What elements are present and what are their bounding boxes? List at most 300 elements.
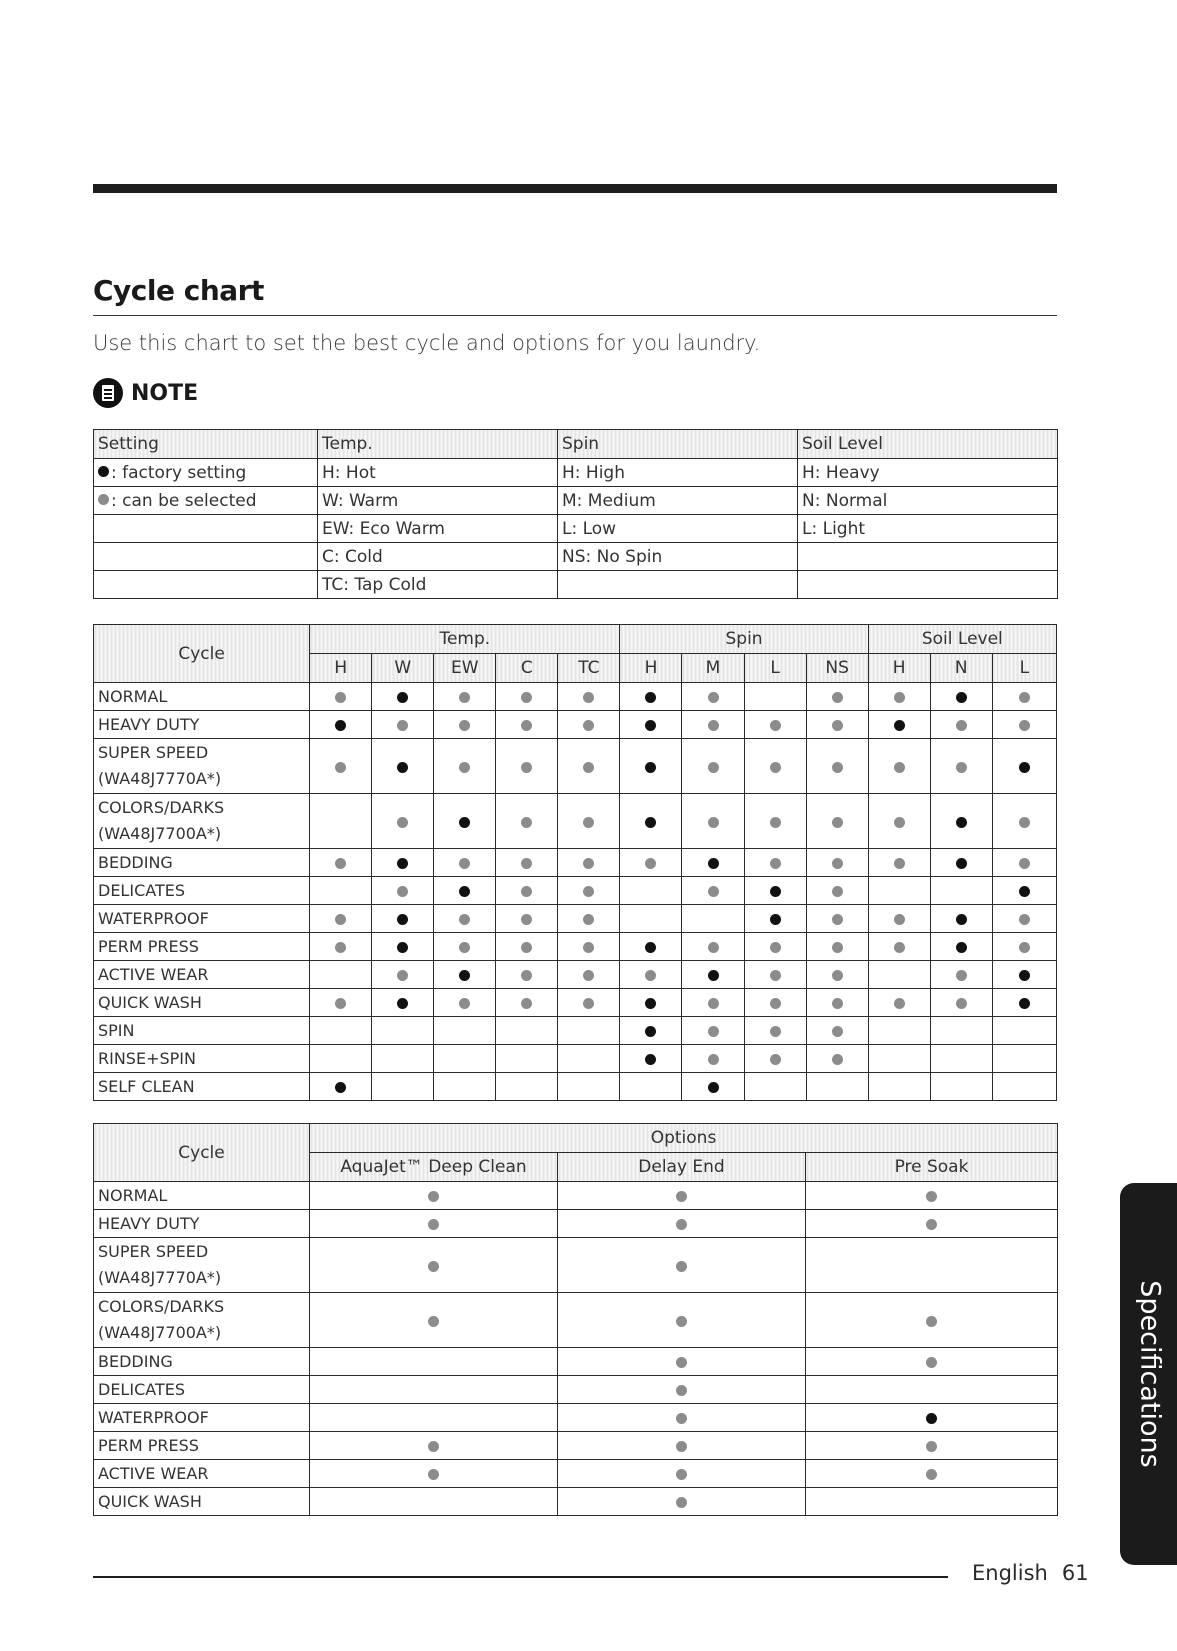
factory-setting-dot-icon — [397, 998, 408, 1009]
table-cell — [434, 933, 496, 961]
table-cell — [682, 961, 744, 989]
selectable-dot-icon — [676, 1261, 687, 1272]
table-cell — [806, 794, 868, 849]
factory-dot-icon — [98, 466, 109, 477]
selectable-dot-icon — [676, 1357, 687, 1368]
table-cell — [682, 794, 744, 849]
selectable-dot-icon — [428, 1261, 439, 1272]
table-cell — [620, 1073, 682, 1101]
cycle-sub-header: NS — [806, 654, 868, 683]
table-cell — [310, 711, 372, 739]
selectable-dot-icon — [676, 1441, 687, 1452]
table-cell — [992, 711, 1056, 739]
cycle-name — [94, 989, 310, 1017]
cycle-name — [94, 933, 310, 961]
selectable-dot-icon — [397, 970, 408, 981]
selectable-dot-icon — [894, 858, 905, 869]
table-cell — [806, 1460, 1058, 1488]
note-heading — [93, 378, 198, 408]
table-cell — [558, 933, 620, 961]
cycle-name — [94, 1460, 310, 1488]
factory-setting-dot-icon — [708, 1082, 719, 1093]
table-cell — [372, 794, 434, 849]
selectable-dot-icon — [832, 914, 843, 925]
table-cell — [434, 1017, 496, 1045]
cycle-column-header: Cycle — [94, 625, 310, 683]
cycle-name-line: (WA48J7770A*) — [98, 769, 222, 788]
table-cell — [806, 1210, 1058, 1238]
intro-text: Use this chart to set the best cycle and options for you laundry. — [93, 331, 761, 355]
soil-group-header: Soil Level — [868, 625, 1056, 654]
cycle-name — [94, 849, 310, 877]
selectable-dot-icon — [832, 886, 843, 897]
legend-temp-item: W: Warm — [318, 487, 558, 515]
selectable-dot-icon — [335, 942, 346, 953]
selectable-dot-icon — [521, 817, 532, 828]
table-cell — [558, 1293, 806, 1348]
legend-empty-cell — [94, 543, 318, 571]
table-cell — [868, 877, 930, 905]
table-cell — [434, 849, 496, 877]
options-group-header: Options — [310, 1124, 1058, 1153]
table-cell — [558, 1238, 806, 1293]
factory-setting-dot-icon — [770, 886, 781, 897]
cycle-name-line: ACTIVE WEAR — [98, 1463, 209, 1483]
factory-setting-dot-icon — [645, 942, 656, 953]
table-cell — [682, 1045, 744, 1073]
table-row — [94, 961, 1057, 989]
selectable-dot-icon — [894, 914, 905, 925]
table-cell — [620, 1045, 682, 1073]
selectable-dot-icon — [1019, 720, 1030, 731]
spin-group-header: Spin — [620, 625, 868, 654]
table-row — [94, 683, 1057, 711]
selectable-dot-icon — [926, 1191, 937, 1202]
table-cell — [620, 905, 682, 933]
cycle-name-line: WATERPROOF — [98, 1407, 209, 1427]
table-cell — [620, 849, 682, 877]
cycle-name — [94, 739, 310, 794]
factory-setting-dot-icon — [459, 886, 470, 897]
table-cell — [930, 989, 992, 1017]
selectable-dot-icon — [708, 1054, 719, 1065]
selectable-dot-icon — [1019, 817, 1030, 828]
table-cell — [558, 711, 620, 739]
table-cell — [744, 933, 806, 961]
table-cell — [310, 933, 372, 961]
table-cell — [372, 1045, 434, 1073]
table-cell — [930, 711, 992, 739]
table-cell — [930, 1045, 992, 1073]
cycle-name — [94, 1210, 310, 1238]
cycle-name — [94, 877, 310, 905]
legend-spin-item: NS: No Spin — [558, 543, 798, 571]
table-cell — [868, 933, 930, 961]
table-cell — [992, 961, 1056, 989]
table-cell — [310, 961, 372, 989]
table-cell — [744, 961, 806, 989]
table-cell — [372, 1017, 434, 1045]
cycle-name — [94, 683, 310, 711]
cycle-name — [94, 961, 310, 989]
table-cell — [682, 1073, 744, 1101]
cycle-name-line: (WA48J7770A*) — [98, 1268, 222, 1287]
table-cell — [744, 849, 806, 877]
legend-empty-cell — [558, 571, 798, 599]
cycle-sub-header: L — [744, 654, 806, 683]
table-cell — [930, 849, 992, 877]
table-cell — [930, 739, 992, 794]
selectable-dot-icon — [894, 998, 905, 1009]
selectable-dot-icon — [428, 1191, 439, 1202]
selectable-dot-icon — [770, 1054, 781, 1065]
selectable-dot-icon — [832, 817, 843, 828]
factory-setting-dot-icon — [770, 914, 781, 925]
cycle-sub-header: EW — [434, 654, 496, 683]
cycle-name-line: SELF CLEAN — [98, 1076, 195, 1096]
legend-soil-item: L: Light — [798, 515, 1058, 543]
table-cell — [558, 989, 620, 1017]
table-cell — [930, 683, 992, 711]
table-row — [94, 877, 1057, 905]
table-cell — [744, 794, 806, 849]
selectable-dot-icon — [770, 970, 781, 981]
selectable-dot-icon — [708, 1026, 719, 1037]
factory-setting-dot-icon — [397, 914, 408, 925]
selectable-dot-icon — [521, 886, 532, 897]
table-row — [94, 1073, 1057, 1101]
selectable-dot-icon — [926, 1441, 937, 1452]
selectable-dot-icon — [397, 720, 408, 731]
table-cell — [992, 849, 1056, 877]
table-cell — [868, 711, 930, 739]
cycle-sub-header: H — [620, 654, 682, 683]
table-cell — [682, 683, 744, 711]
selectable-dot-icon — [459, 942, 470, 953]
selectable-dot-icon — [521, 914, 532, 925]
table-row — [94, 1460, 1058, 1488]
factory-setting-dot-icon — [1019, 762, 1030, 773]
table-cell — [620, 711, 682, 739]
cycle-name-line: WATERPROOF — [98, 908, 209, 928]
selectable-dot-icon — [521, 858, 532, 869]
table-cell — [558, 1045, 620, 1073]
table-cell — [620, 961, 682, 989]
legend-soil-item: N: Normal — [798, 487, 1058, 515]
selectable-dot-icon — [770, 858, 781, 869]
table-cell — [310, 1045, 372, 1073]
options-table — [93, 1123, 1058, 1516]
selectable-dot-icon — [1019, 858, 1030, 869]
table-cell — [496, 683, 558, 711]
table-cell — [806, 849, 868, 877]
table-cell — [806, 683, 868, 711]
table-cell — [930, 933, 992, 961]
table-row — [94, 739, 1057, 794]
cycle-name-line: BEDDING — [98, 852, 173, 872]
cycle-name — [94, 1182, 310, 1210]
temp-group-header: Temp. — [310, 625, 620, 654]
table-cell — [310, 1460, 558, 1488]
legend-table — [93, 429, 1058, 599]
selectable-dot-icon — [894, 817, 905, 828]
table-cell — [806, 1182, 1058, 1210]
table-row — [94, 1017, 1057, 1045]
cycle-sub-header: N — [930, 654, 992, 683]
legend-empty-cell — [94, 571, 318, 599]
table-cell — [558, 849, 620, 877]
table-cell — [744, 1073, 806, 1101]
table-cell — [372, 683, 434, 711]
selectable-dot-icon — [708, 692, 719, 703]
cycle-settings-table — [93, 624, 1057, 1101]
table-cell — [930, 794, 992, 849]
cycle-name-line: HEAVY DUTY — [98, 1213, 200, 1233]
table-cell — [310, 794, 372, 849]
side-tab-label: Specifications — [1134, 1280, 1166, 1468]
table-row — [94, 1045, 1057, 1073]
selectable-dot-icon — [708, 942, 719, 953]
factory-setting-dot-icon — [956, 817, 967, 828]
cycle-name — [94, 1376, 310, 1404]
table-cell — [434, 711, 496, 739]
table-row — [94, 794, 1057, 849]
legend-empty-cell — [798, 571, 1058, 599]
cycle-name-line: PERM PRESS — [98, 936, 199, 956]
table-cell — [744, 1045, 806, 1073]
table-cell — [868, 1073, 930, 1101]
table-row — [94, 1238, 1058, 1293]
table-cell — [992, 739, 1056, 794]
table-cell — [868, 1017, 930, 1045]
table-cell — [744, 877, 806, 905]
selectable-dot-icon — [770, 817, 781, 828]
cycle-name-line: (WA48J7700A*) — [98, 1323, 222, 1342]
selectable-dot-icon — [708, 998, 719, 1009]
factory-setting-dot-icon — [1019, 970, 1030, 981]
table-cell — [992, 877, 1056, 905]
factory-setting-dot-icon — [708, 858, 719, 869]
table-cell — [806, 1432, 1058, 1460]
table-cell — [992, 1073, 1056, 1101]
legend-can-be-selected: : can be selected — [94, 487, 318, 515]
table-cell — [868, 1045, 930, 1073]
table-cell — [310, 1073, 372, 1101]
selectable-dot-icon — [676, 1385, 687, 1396]
table-cell — [806, 905, 868, 933]
table-cell — [434, 1073, 496, 1101]
cycle-name — [94, 1432, 310, 1460]
table-cell — [310, 1293, 558, 1348]
selectable-dot-icon — [676, 1469, 687, 1480]
selectable-dot-icon — [832, 692, 843, 703]
table-cell — [310, 1488, 558, 1516]
title-divider — [93, 315, 1057, 316]
table-cell — [930, 961, 992, 989]
table-cell — [558, 1017, 620, 1045]
cycle-name-line: HEAVY DUTY — [98, 714, 200, 734]
selectable-dot-icon — [428, 1219, 439, 1230]
cycle-sub-header: L — [992, 654, 1056, 683]
legend-soil-item: H: Heavy — [798, 459, 1058, 487]
selectable-dot-icon — [459, 762, 470, 773]
cycle-name — [94, 1045, 310, 1073]
table-cell — [992, 989, 1056, 1017]
selectable-dot-icon — [676, 1191, 687, 1202]
table-cell — [496, 1045, 558, 1073]
table-cell — [930, 877, 992, 905]
table-cell — [806, 1073, 868, 1101]
table-cell — [434, 961, 496, 989]
legend-temp-item: H: Hot — [318, 459, 558, 487]
table-cell — [620, 683, 682, 711]
table-cell — [620, 933, 682, 961]
selectable-dot-icon — [676, 1413, 687, 1424]
cycle-name-line: COLORS/DARKS — [98, 1297, 225, 1316]
table-row — [94, 849, 1057, 877]
cycle-name — [94, 1238, 310, 1293]
factory-setting-dot-icon — [894, 720, 905, 731]
top-rule-bar — [93, 184, 1057, 193]
legend-spin-item: M: Medium — [558, 487, 798, 515]
table-cell — [930, 1017, 992, 1045]
table-cell — [682, 989, 744, 1017]
table-cell — [310, 905, 372, 933]
selectable-dot-icon — [397, 817, 408, 828]
table-cell — [558, 1348, 806, 1376]
selectable-dot-icon — [521, 762, 532, 773]
selectable-dot-icon — [459, 914, 470, 925]
page-title: Cycle chart — [93, 274, 264, 307]
selectable-dot-icon — [926, 1469, 937, 1480]
table-cell — [806, 933, 868, 961]
table-cell — [434, 877, 496, 905]
table-cell — [558, 1182, 806, 1210]
cycle-name-line: ACTIVE WEAR — [98, 964, 209, 984]
table-cell — [496, 1017, 558, 1045]
cycle-name — [94, 1488, 310, 1516]
note-icon — [93, 378, 123, 408]
table-cell — [744, 711, 806, 739]
table-row — [94, 1348, 1058, 1376]
table-cell — [496, 961, 558, 989]
table-cell — [992, 794, 1056, 849]
options-cycle-column-header: Cycle — [94, 1124, 310, 1182]
selectable-dot-icon — [521, 692, 532, 703]
selectable-dot-icon — [956, 762, 967, 773]
table-cell — [682, 711, 744, 739]
legend-temp-item: EW: Eco Warm — [318, 515, 558, 543]
selectable-dot-icon — [956, 970, 967, 981]
table-cell — [806, 877, 868, 905]
selectable-dot-icon — [521, 970, 532, 981]
legend-header-spin: Spin — [558, 430, 798, 459]
table-cell — [744, 739, 806, 794]
cycle-sub-header: H — [868, 654, 930, 683]
cycle-sub-header: W — [372, 654, 434, 683]
factory-setting-dot-icon — [1019, 886, 1030, 897]
page-number: 61 — [1061, 1561, 1089, 1585]
factory-setting-dot-icon — [645, 817, 656, 828]
selectable-dot-icon — [583, 762, 594, 773]
table-cell — [806, 1404, 1058, 1432]
selectable-dot-icon — [832, 1026, 843, 1037]
selectable-dot-icon — [926, 1219, 937, 1230]
factory-setting-dot-icon — [645, 762, 656, 773]
table-cell — [806, 1488, 1058, 1516]
table-row — [94, 1182, 1058, 1210]
legend-temp-item: TC: Tap Cold — [318, 571, 558, 599]
table-cell — [744, 989, 806, 1017]
table-cell — [434, 683, 496, 711]
table-cell — [496, 989, 558, 1017]
table-cell — [992, 1017, 1056, 1045]
options-sub-header: Delay End — [558, 1153, 806, 1182]
selectable-dot-icon — [1019, 914, 1030, 925]
table-row — [94, 711, 1057, 739]
table-cell — [310, 739, 372, 794]
table-cell — [372, 933, 434, 961]
table-cell — [868, 905, 930, 933]
cycle-sub-header: M — [682, 654, 744, 683]
cycle-name-line: NORMAL — [98, 1185, 168, 1205]
selectable-dot-icon — [521, 720, 532, 731]
table-cell — [806, 739, 868, 794]
table-cell — [620, 989, 682, 1017]
table-cell — [310, 683, 372, 711]
factory-setting-dot-icon — [645, 1054, 656, 1065]
table-row — [94, 1210, 1058, 1238]
table-cell — [682, 1017, 744, 1045]
selectable-dot-icon — [832, 998, 843, 1009]
table-cell — [806, 1017, 868, 1045]
selectable-dot-icon — [521, 942, 532, 953]
table-cell — [868, 961, 930, 989]
cycle-name — [94, 711, 310, 739]
table-cell — [310, 1210, 558, 1238]
selectable-dot-icon — [645, 970, 656, 981]
selectable-dot-icon — [770, 762, 781, 773]
options-sub-header: Pre Soak — [806, 1153, 1058, 1182]
legend-header-temp: Temp. — [318, 430, 558, 459]
cycle-name-line: SUPER SPEED — [98, 743, 209, 762]
selectable-dot-icon — [708, 817, 719, 828]
selectable-dot-icon — [770, 720, 781, 731]
table-cell — [682, 933, 744, 961]
cycle-sub-header: C — [496, 654, 558, 683]
table-cell — [992, 933, 1056, 961]
table-cell — [806, 1238, 1058, 1293]
table-cell — [558, 1432, 806, 1460]
page-footer — [972, 1561, 1089, 1585]
cycle-name-line: PERM PRESS — [98, 1435, 199, 1455]
cycle-sub-header: H — [310, 654, 372, 683]
table-cell — [620, 794, 682, 849]
table-cell — [806, 711, 868, 739]
options-sub-header: AquaJet™ Deep Clean — [310, 1153, 558, 1182]
selectable-dot-icon — [583, 720, 594, 731]
selectable-dot-icon — [1019, 942, 1030, 953]
selectable-dot-icon — [708, 886, 719, 897]
selectable-dot-icon — [583, 858, 594, 869]
selectable-dot-icon — [708, 762, 719, 773]
table-row — [94, 989, 1057, 1017]
cycle-name-line: QUICK WASH — [98, 992, 202, 1012]
table-cell — [558, 905, 620, 933]
table-cell — [868, 989, 930, 1017]
factory-setting-dot-icon — [645, 998, 656, 1009]
table-cell — [496, 877, 558, 905]
